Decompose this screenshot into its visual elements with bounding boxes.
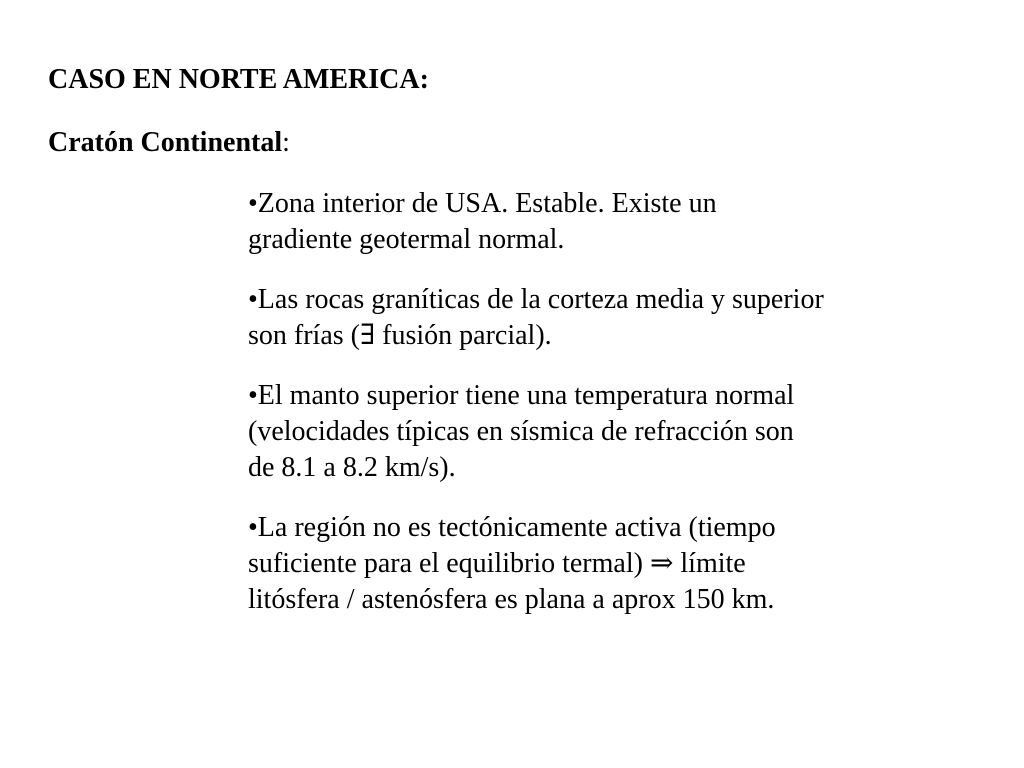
bullet-item-granitic-rocks [248, 282, 968, 354]
bullet-line: •Zona interior de USA. Estable. Existe un [248, 188, 717, 219]
bullet-line: de 8.1 a 8.2 km/s). [248, 452, 456, 483]
bullet-line: •El manto superior tiene una temperatura normal [248, 380, 795, 411]
bullet-item-upper-mantle [248, 378, 968, 486]
bullet-list [248, 186, 968, 642]
slide-title: CASO EN NORTE AMERICA: [48, 64, 429, 95]
bullet-line: •Las rocas graníticas de la corteza media y superior [248, 284, 824, 315]
bullet-line: (velocidades típicas en sísmica de refracción son [248, 416, 794, 447]
bullet-line: •La región no es tectónicamente activa (tiempo [248, 512, 776, 543]
bullet-line: suficiente para el equilibrio termal) ⇒ límite [248, 548, 746, 579]
bullet-item-craton-interior [248, 186, 968, 258]
slide-subtitle [48, 125, 290, 161]
bullet-line: son frías (∃ fusión parcial). [248, 320, 552, 351]
bullet-line: litósfera / astenósfera es plana a aprox 150 km. [248, 584, 775, 615]
bullet-line: gradiente geotermal normal. [248, 224, 565, 255]
bullet-item-tectonic-activity [248, 510, 968, 618]
subtitle-colon: : [282, 127, 290, 158]
subtitle-heading: Cratón Continental [48, 127, 283, 158]
